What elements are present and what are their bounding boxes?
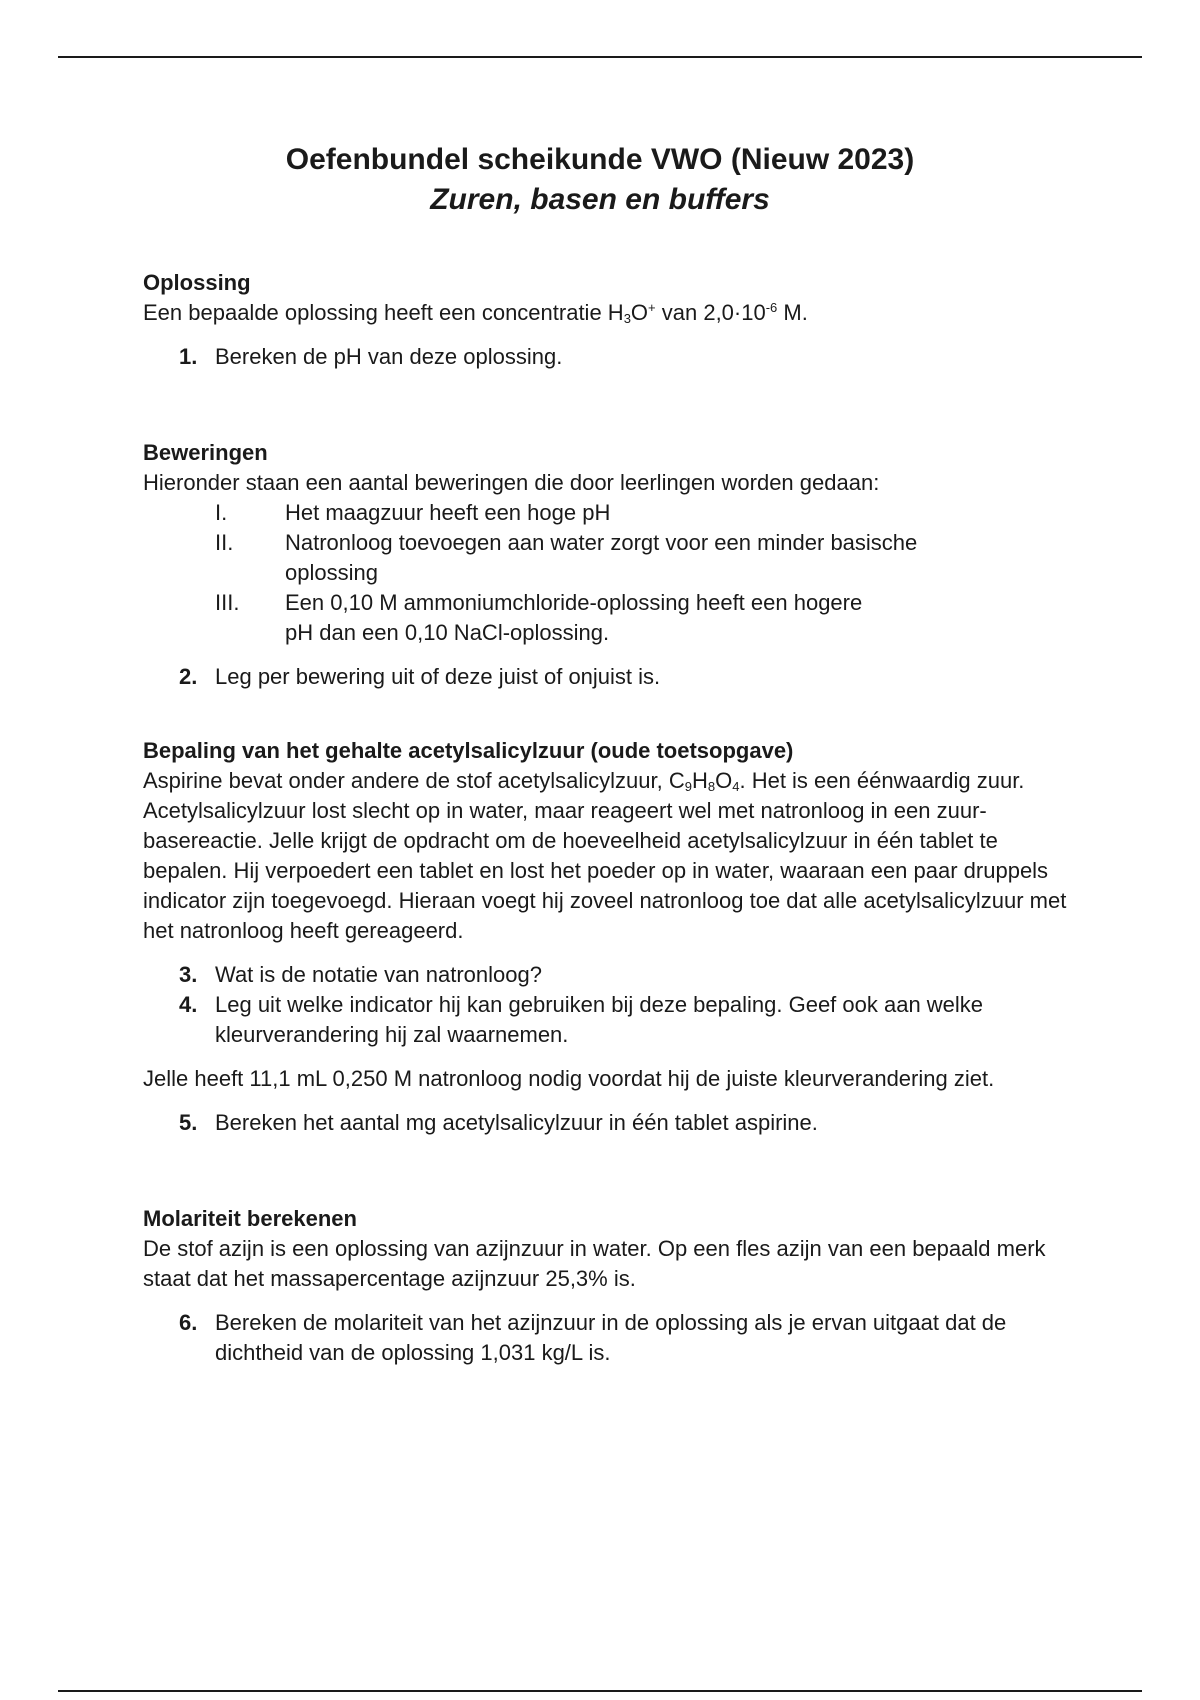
question-text: Leg per bewering uit of deze juist of onjuist is. xyxy=(215,664,661,689)
question-item xyxy=(179,662,1073,692)
statement-item xyxy=(215,588,1073,648)
section-beweringen xyxy=(143,438,1073,692)
question-item xyxy=(179,1108,1073,1138)
document-subtitle: Zuren, basen en buffers xyxy=(430,183,770,216)
bottom-rule xyxy=(58,1690,1142,1692)
statement-numeral: III. xyxy=(215,590,240,615)
section-intro: Aspirine bevat onder andere de stof acetylsalicylzuur, $C_9H_8O_4$. Het is een éénwaardig zuur. Acetylsalicylzuur lost slecht op in water, maar reageert wel met natronloog in een zuur-basereactie. Jelle krijgt de opdracht om de hoeveelheid acetylsalicylzuur in één tablet te bepalen. Hij verpoedert een tablet en lost het poeder op in water, waaraan een paar druppels indicator zijn toegevoegd. Hieraan voegt hij zoveel natronloog toe dat alle acetylsalicylzuur met het natronloog heeft gereageerd. xyxy=(143,768,1067,943)
section-heading: Molariteit berekenen xyxy=(143,1206,357,1231)
question-text: Bereken het aantal mg acetylsalicylzuur in één tablet aspirine. xyxy=(215,1110,818,1135)
statement-numeral: II. xyxy=(215,530,234,555)
question-number: 2. xyxy=(179,664,198,689)
question-number: 6. xyxy=(179,1310,198,1335)
section-oplossing xyxy=(143,268,1073,372)
top-rule xyxy=(58,56,1142,58)
section-molariteit xyxy=(143,1204,1073,1368)
question-number: 3. xyxy=(179,962,198,987)
question-text: Bereken de molariteit van het azijnzuur in de oplossing als je ervan uitgaat dat de dichtheid van de oplossing 1,031 kg/L is. xyxy=(215,1310,1007,1365)
section-followup: Jelle heeft 11,1 mL 0,250 M natronloog nodig voordat hij de juiste kleurverandering ziet. xyxy=(143,1066,995,1091)
statement-item xyxy=(215,528,1073,588)
question-text: Leg uit welke indicator hij kan gebruiken bij deze bepaling. Geef ook aan welke kleurverandering hij zal waarnemen. xyxy=(215,992,984,1047)
statement-text: Het maagzuur heeft een hoge pH xyxy=(285,500,611,525)
question-item xyxy=(179,960,1073,990)
question-number: 1. xyxy=(179,344,198,369)
document-body xyxy=(143,268,1073,1368)
section-heading: Beweringen xyxy=(143,440,268,465)
question-text: Wat is de notatie van natronloog? xyxy=(215,962,542,987)
statement-text: Natronloog toevoegen aan water zorgt voor een minder basische oplossing xyxy=(285,530,918,585)
question-number: 4. xyxy=(179,992,198,1017)
title-block xyxy=(0,140,1200,220)
question-item xyxy=(179,990,1073,1050)
statement-text: Een 0,10 M ammoniumchloride-oplossing heeft een hogere pH dan een 0,10 NaCl-oplossing. xyxy=(285,590,863,645)
section-intro: Een bepaalde oplossing heeft een concentratie $H_3O^+$ van $2,0\cdot 10^{-6}$ M. xyxy=(143,300,808,326)
section-bepaling-acetylsalicylzuur xyxy=(143,736,1073,1138)
statement-numeral: I. xyxy=(215,500,228,525)
section-heading: Oplossing xyxy=(143,270,251,295)
statement-item xyxy=(215,498,1073,528)
section-heading: Bepaling van het gehalte acetylsalicylzuur (oude toetsopgave) xyxy=(143,738,794,763)
question-number: 5. xyxy=(179,1110,198,1135)
question-item xyxy=(179,342,1073,372)
question-item xyxy=(179,1308,1073,1368)
question-text: Bereken de pH van deze oplossing. xyxy=(215,344,563,369)
section-intro: Hieronder staan een aantal beweringen die door leerlingen worden gedaan: xyxy=(143,470,880,495)
section-intro: De stof azijn is een oplossing van azijnzuur in water. Op een fles azijn van een bepaald merk staat dat het massapercentage azijnzuur 25,3% is. xyxy=(143,1236,1046,1291)
document-title: Oefenbundel scheikunde VWO (Nieuw 2023) xyxy=(285,143,915,176)
